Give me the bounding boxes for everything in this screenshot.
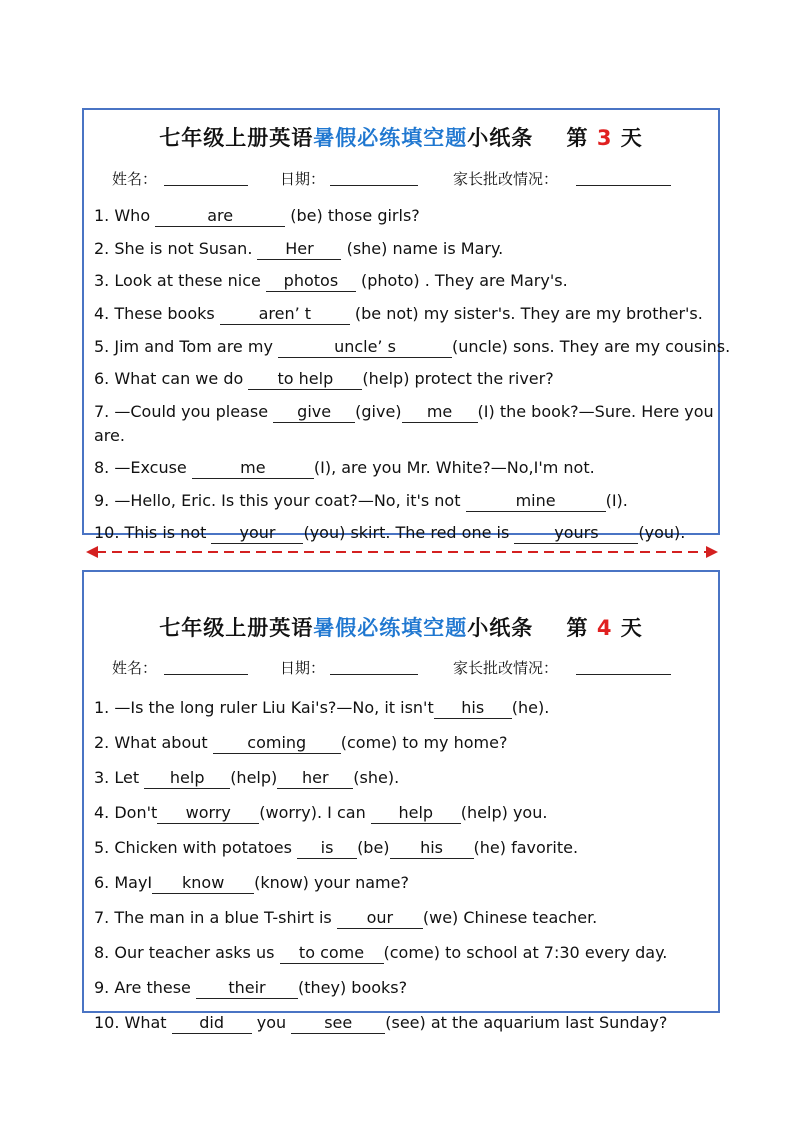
parent-review-blank[interactable] — [576, 185, 671, 186]
question-2 — [94, 731, 507, 755]
card-title-day4 — [82, 612, 720, 642]
question-text: 4. Don't — [94, 803, 158, 822]
question-text: (she) name is Mary. — [341, 239, 504, 258]
question-text: 6. MayI — [94, 873, 153, 892]
answer-blank[interactable]: his — [390, 838, 474, 859]
name-label: 姓名： — [112, 170, 158, 188]
question-text: (uncle) sons. They are my cousins. — [452, 337, 731, 356]
answer-blank[interactable]: give — [273, 402, 355, 423]
question-text: (give) — [355, 402, 402, 421]
day-prefix: 第 — [566, 616, 589, 640]
day-prefix: 第 — [566, 126, 589, 150]
title-highlight: 暑假必练填空题 — [313, 126, 468, 150]
question-8 — [94, 941, 667, 965]
question-text: 4. These books — [94, 304, 220, 323]
question-text: 10. This is not — [94, 523, 212, 542]
arrow-left-icon — [86, 546, 98, 558]
question-text: 5. Chicken with potatoes — [94, 838, 298, 857]
answer-blank[interactable]: your — [211, 523, 303, 544]
answer-blank[interactable]: me — [192, 458, 314, 479]
date-blank[interactable] — [330, 674, 418, 675]
name-label: 姓名： — [112, 659, 158, 677]
date-label: 日期： — [280, 659, 326, 677]
answer-blank[interactable]: see — [291, 1013, 385, 1034]
answer-blank[interactable]: know — [152, 873, 254, 894]
cut-line-separator — [84, 544, 720, 560]
answer-blank[interactable]: his — [434, 698, 512, 719]
parent-review-blank[interactable] — [576, 674, 671, 675]
question-text: 3. Look at these nice — [94, 271, 266, 290]
question-text: (help) protect the river? — [362, 369, 554, 388]
question-text: (see) at the aquarium last Sunday? — [385, 1013, 668, 1032]
question-text: (be) — [357, 838, 390, 857]
question-text: (he) favorite. — [473, 838, 579, 857]
question-text: 8. —Excuse — [94, 458, 192, 477]
question-text: (I), are you Mr. White?—No,I'm not. — [313, 458, 595, 477]
question-9 — [94, 976, 407, 1000]
answer-blank[interactable]: worry — [157, 803, 259, 824]
question-10 — [94, 521, 685, 545]
answer-blank[interactable]: help — [371, 803, 461, 824]
question-text: you — [251, 1013, 292, 1032]
answer-blank[interactable]: mine — [466, 491, 606, 512]
question-5 — [94, 335, 730, 359]
question-text: 7. The man in a blue T-shirt is — [94, 908, 337, 927]
question-1 — [94, 204, 420, 228]
title-suffix: 小纸条 — [467, 126, 534, 150]
question-text: (come) to school at 7:30 every day. — [383, 943, 668, 962]
name-blank[interactable] — [164, 674, 248, 675]
question-9 — [94, 489, 628, 513]
question-text: 2. What about — [94, 733, 213, 752]
answer-blank[interactable]: is — [297, 838, 357, 859]
question-text: (you) skirt. The red one is — [303, 523, 515, 542]
answer-blank[interactable]: coming — [213, 733, 341, 754]
question-text: (come) to my home? — [340, 733, 508, 752]
question-7 — [94, 400, 714, 448]
answer-blank[interactable]: help — [144, 768, 230, 789]
question-1 — [94, 696, 549, 720]
question-4 — [94, 302, 703, 326]
question-text: 10. What — [94, 1013, 172, 1032]
question-3 — [94, 766, 399, 790]
date-label: 日期： — [280, 170, 326, 188]
answer-blank[interactable]: are — [155, 206, 285, 227]
question-text: (be not) my sister's. They are my brother's. — [349, 304, 703, 323]
title-suffix: 小纸条 — [467, 616, 534, 640]
title-prefix: 七年级上册英语 — [159, 126, 314, 150]
answer-blank[interactable]: me — [402, 402, 478, 423]
answer-blank[interactable]: to help — [248, 369, 362, 390]
answer-blank[interactable]: did — [172, 1013, 252, 1034]
day-number: 3 — [596, 126, 613, 150]
question-text: (photo) . They are Mary's. — [355, 271, 568, 290]
day-suffix: 天 — [620, 616, 643, 640]
question-text: (she). — [353, 768, 400, 787]
answer-blank[interactable]: their — [196, 978, 298, 999]
question-text: (I) the book?—Sure. Here you are. — [94, 402, 714, 445]
question-2 — [94, 237, 503, 261]
answer-blank[interactable]: yours — [514, 523, 638, 544]
arrow-right-icon — [706, 546, 718, 558]
answer-blank[interactable]: Her — [257, 239, 341, 260]
day-number: 4 — [596, 616, 613, 640]
question-4 — [94, 801, 547, 825]
answer-blank[interactable]: our — [337, 908, 423, 929]
question-text: (worry). I can — [259, 803, 371, 822]
question-7 — [94, 906, 597, 930]
question-3 — [94, 269, 568, 293]
question-text: 6. What can we do — [94, 369, 249, 388]
question-text: 9. Are these — [94, 978, 196, 997]
answer-blank[interactable]: her — [277, 768, 353, 789]
question-text: (be) those girls? — [285, 206, 420, 225]
question-text: 9. —Hello, Eric. Is this your coat?—No, it's not — [94, 491, 466, 510]
question-6 — [94, 367, 554, 391]
date-blank[interactable] — [330, 185, 418, 186]
question-6 — [94, 871, 409, 895]
question-5 — [94, 836, 578, 860]
card-title-day3 — [82, 122, 720, 152]
question-text: (you). — [638, 523, 686, 542]
question-text: 1. —Is the long ruler Liu Kai's?—No, it isn't — [94, 698, 434, 717]
day-suffix: 天 — [620, 126, 643, 150]
parent-review-label: 家长批改情况： — [453, 659, 559, 677]
question-8 — [94, 456, 595, 480]
parent-review-label: 家长批改情况： — [453, 170, 559, 188]
answer-blank[interactable]: photos — [266, 271, 356, 292]
answer-blank[interactable]: uncle’ s — [278, 337, 452, 358]
question-text: 5. Jim and Tom are my — [94, 337, 278, 356]
title-prefix: 七年级上册英语 — [159, 616, 314, 640]
title-highlight: 暑假必练填空题 — [313, 616, 468, 640]
question-text: 7. —Could you please — [94, 402, 274, 421]
question-text: 1. Who — [94, 206, 156, 225]
answer-blank[interactable]: to come — [280, 943, 384, 964]
question-text: (he). — [511, 698, 550, 717]
question-text: 2. She is not Susan. — [94, 239, 258, 258]
name-blank[interactable] — [164, 185, 248, 186]
question-text: (help) you. — [460, 803, 548, 822]
question-text: (they) books? — [297, 978, 408, 997]
question-10 — [94, 1011, 667, 1035]
question-text: (I). — [605, 491, 628, 510]
question-text: 3. Let — [94, 768, 145, 787]
question-text: (we) Chinese teacher. — [422, 908, 598, 927]
question-text: (help) — [230, 768, 278, 787]
question-text: (know) your name? — [254, 873, 409, 892]
answer-blank[interactable]: aren’ t — [220, 304, 350, 325]
question-text: 8. Our teacher asks us — [94, 943, 280, 962]
